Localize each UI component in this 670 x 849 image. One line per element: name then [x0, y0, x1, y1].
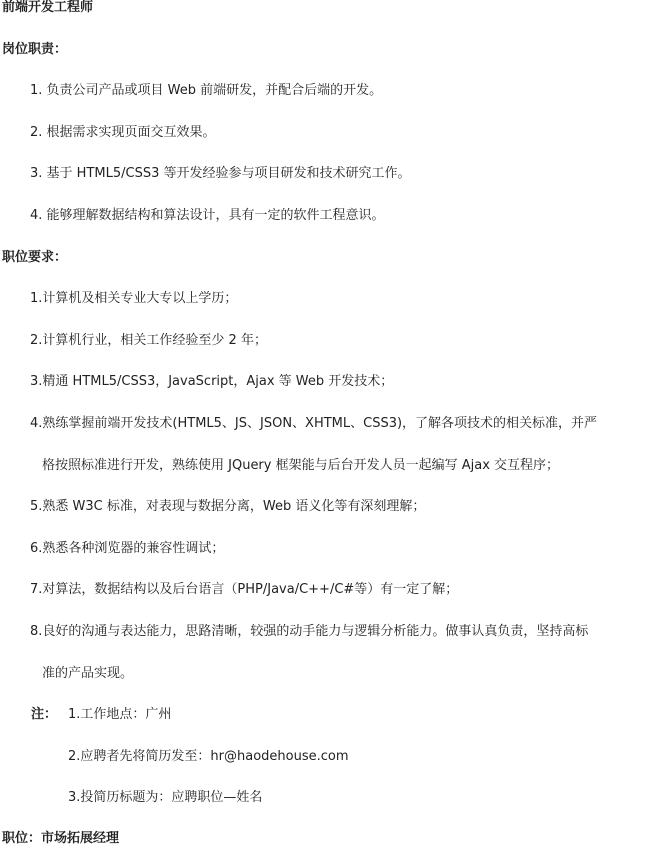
- requirements-heading: 职位要求：: [2, 250, 68, 265]
- requirement-item-continued: 格按照标准进行开发，熟练使用 JQuery 框架能与后台开发人员一起编写 Ajax 交互程序；: [42, 458, 560, 473]
- duty-item: 1. 负责公司产品或项目 Web 前端研发，并配合后端的开发。: [30, 83, 383, 98]
- requirement-item-continued: 准的产品实现。: [42, 666, 134, 681]
- duty-item: 3. 基于 HTML5/CSS3 等开发经验参与项目研发和技术研究工作。: [30, 166, 411, 181]
- requirement-item: 4.熟练掌握前端开发技术(HTML5、JS、JSON、XHTML、CSS3)，了解各项技术的相关标准，并严: [30, 416, 598, 431]
- requirement-item: 2.计算机行业，相关工作经验至少 2 年；: [30, 333, 267, 348]
- requirement-item: 1.计算机及相关专业大专以上学历；: [30, 291, 238, 306]
- next-position-title: 职位：市场拓展经理: [2, 831, 120, 846]
- job-title: 前端开发工程师: [2, 0, 94, 15]
- note-label: 注：: [31, 707, 58, 722]
- requirement-item: 3.精通 HTML5/CSS3，JavaScript，Ajax 等 Web 开发技术；: [30, 374, 394, 389]
- note-item: 3.投简历标题为：应聘职位—姓名: [68, 790, 263, 805]
- requirement-item: 6.熟悉各种浏览器的兼容性调试；: [30, 541, 225, 556]
- requirement-item: 5.熟悉 W3C 标准，对表现与数据分离，Web 语义化等有深刻理解；: [30, 499, 426, 514]
- note-item: 1.工作地点：广州: [68, 707, 172, 722]
- duties-heading: 岗位职责：: [2, 42, 68, 57]
- duty-item: 2. 根据需求实现页面交互效果。: [30, 125, 216, 140]
- duty-item: 4. 能够理解数据结构和算法设计，具有一定的软件工程意识。: [30, 208, 385, 223]
- requirement-item: 7.对算法，数据结构以及后台语言（PHP/Java/C++/C#等）有一定了解；: [30, 582, 459, 597]
- requirement-item: 8.良好的沟通与表达能力，思路清晰，较强的动手能力与逻辑分析能力。做事认真负责，坚持高标: [30, 624, 589, 639]
- note-item: 2.应聘者先将简历发至：hr@haodehouse.com: [68, 749, 349, 764]
